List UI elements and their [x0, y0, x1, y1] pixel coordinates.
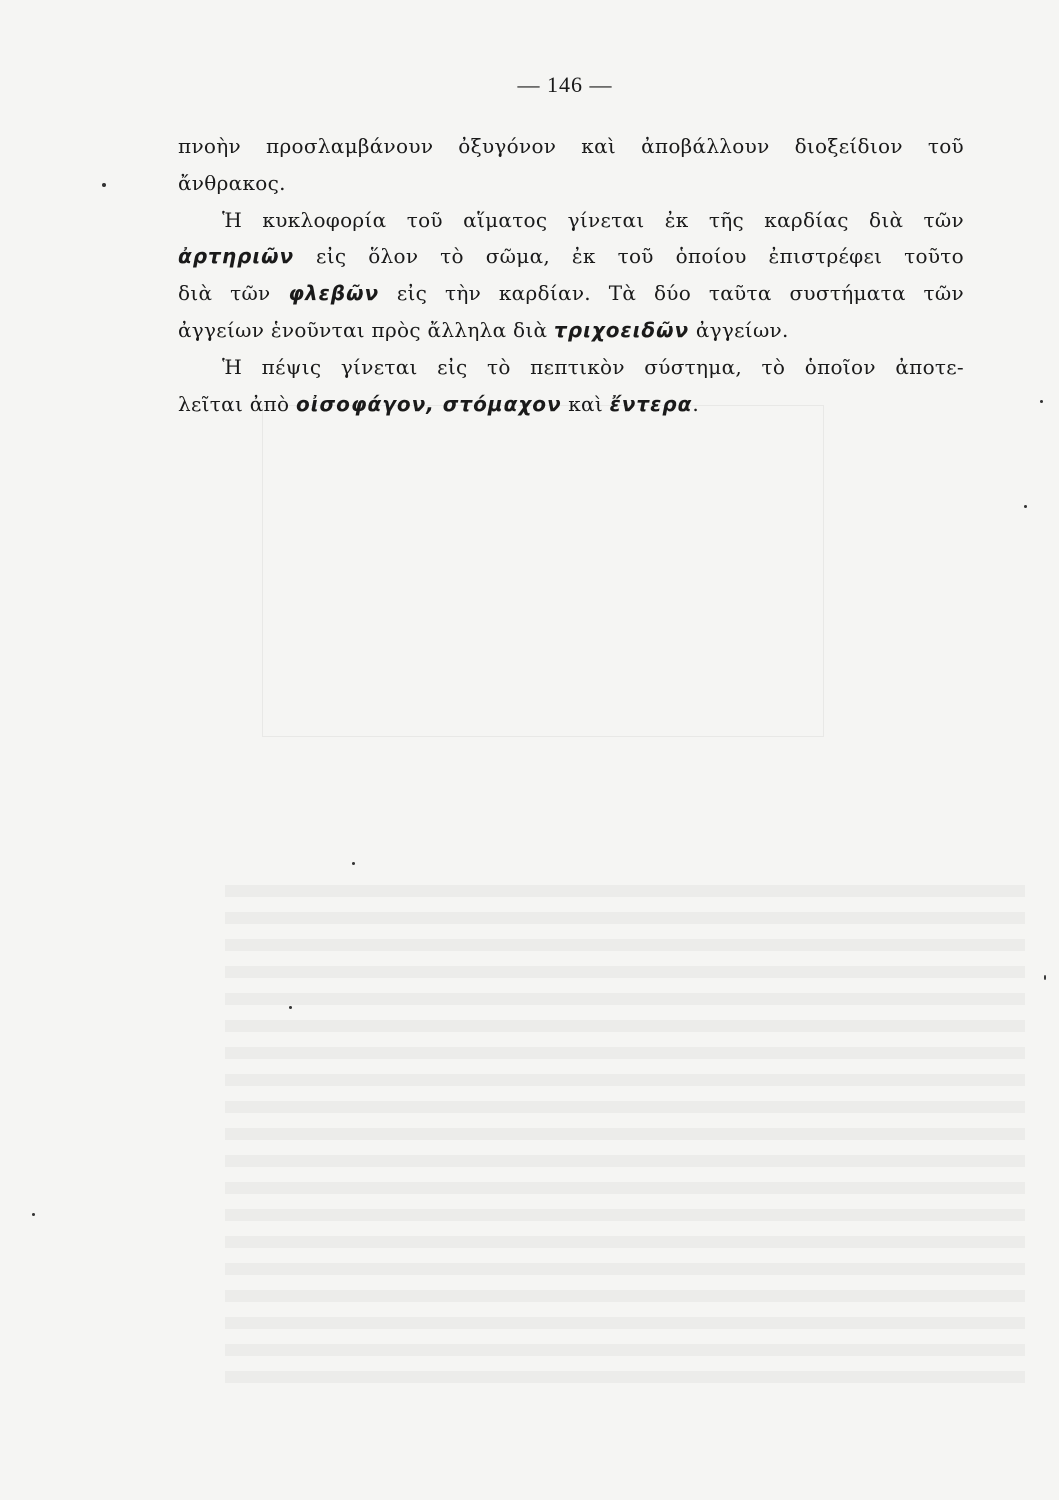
term-capillaries: τριχοειδῶν	[553, 317, 690, 342]
term-intestines: ἔντερα	[609, 391, 693, 416]
scan-speck	[352, 862, 355, 865]
page-number: — 146 —	[517, 72, 613, 97]
term-esophagus-stomach: οἰσοφάγον, στόμαχον	[296, 391, 562, 416]
scan-speck	[102, 183, 106, 187]
scan-speck	[1040, 400, 1043, 403]
term-arteries: ἀρτηριῶν	[178, 244, 295, 269]
text-line: ἄνθρακος.	[178, 170, 286, 195]
text-line: ἀγγείων ἑνοῦνται πρὸς ἄλληλα διὰ τριχοειδῶν ἀγγείων.	[178, 317, 789, 342]
text-line: Ἡ κυκλοφορία τοῦ αἵματος γίνεται ἐκ τῆς καρδίας διὰ τῶν	[222, 207, 964, 232]
bleed-through-frame	[225, 885, 1025, 1385]
text-line: λεῖται ἀπὸ οἰσοφάγον, στόμαχον καὶ ἔντερα.	[178, 391, 700, 416]
text-line: διὰ τῶν φλεβῶν εἰς τὴν καρδίαν. Τὰ δύο ταῦτα συστήματα τῶν	[178, 281, 964, 306]
body-text	[178, 128, 964, 422]
text-line: Ἡ πέψις γίνεται εἰς τὸ πεπτικὸν σύστημα, τὸ ὁποῖον ἀποτε-	[222, 354, 964, 379]
bleed-through-frame	[262, 405, 824, 737]
scan-speck	[289, 1006, 292, 1009]
scan-speck	[32, 1213, 35, 1216]
text-line: πνοὴν προσλαμβάνουν ὀξυγόνον καὶ ἀποβάλλουν διοξείδιον τοῦ	[178, 134, 964, 158]
term-veins: φλεβῶν	[288, 281, 380, 306]
text-line: ἀρτηριῶν εἰς ὅλον τὸ σῶμα, ἐκ τοῦ ὁποίου ἐπιστρέφει τοῦτο	[178, 244, 964, 269]
scan-speck	[1044, 975, 1046, 980]
scan-speck	[1024, 505, 1027, 508]
